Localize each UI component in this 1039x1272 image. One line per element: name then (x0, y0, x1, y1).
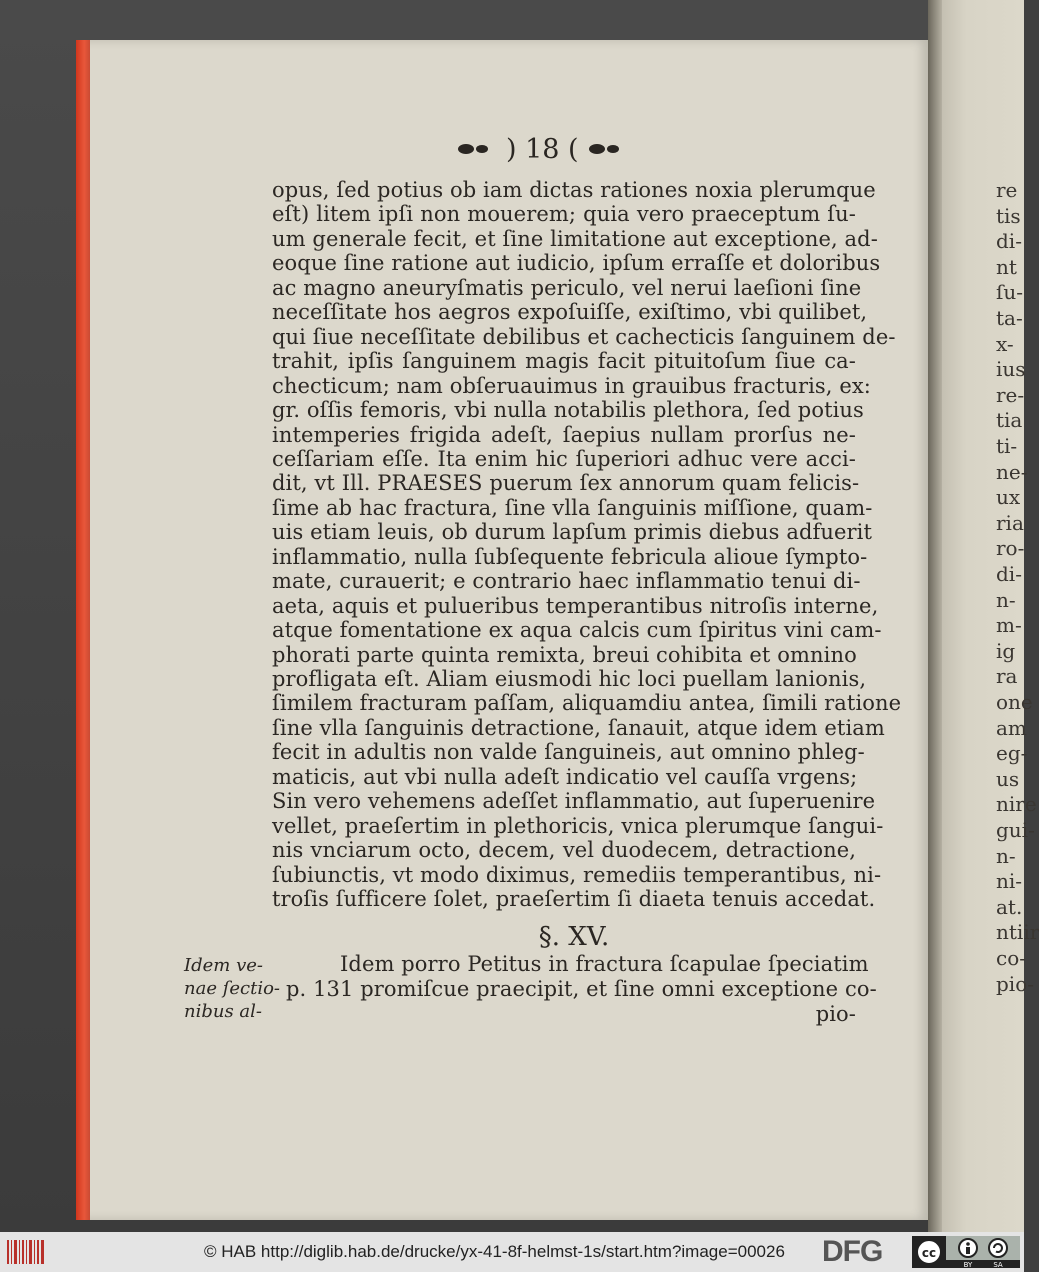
facing-page-fragment: tia (996, 408, 1023, 433)
text-line: neceſſitate hos aegros expoſuiſſe, exiſtimo, vbi quilibet, (272, 300, 868, 325)
facing-page-fragment: ta- (996, 306, 1023, 330)
text-line: ſimilem fracturam paſſam, aliquamdiu antea, ſimili ratione (272, 691, 902, 716)
facing-page-fragment: gui- (996, 818, 1035, 842)
text-line: atque fomentatione ex aqua calcis cum ſpiritus vini cam- (272, 618, 882, 643)
facing-page-fragment: n- (996, 843, 1016, 868)
text-line: gr. oſſis femoris, vbi nulla notabilis plethora, ſed potius (272, 398, 864, 423)
text-line: opus, ſed potius ob iam dictas rationes noxia plerumque (272, 178, 876, 202)
text-line: mate, curauerit; e contrario haec inflammatio tenui di- (272, 569, 861, 594)
barcode-icon (6, 1238, 46, 1266)
facing-page-fragment: us (996, 766, 1020, 791)
facing-page-fragment: x- (996, 331, 1014, 356)
facing-page-fragment: ſu- (996, 280, 1024, 305)
ornament-right-icon (589, 142, 627, 156)
cc-label: cc (921, 1246, 937, 1260)
facing-page-fragment: ux (996, 485, 1021, 510)
text-line: qui ſiue neceſſitate debilibus et cachecticis ſanguinem de- (272, 324, 896, 349)
text-line: trahit, ipſis ſanguinem magis facit pituitoſum ſiue ca- (272, 349, 856, 374)
facing-page-fragment: tis (996, 203, 1021, 228)
facing-page-fragment: ni- (996, 869, 1023, 894)
facing-page-fragment: one (996, 690, 1033, 714)
facing-page-fragment: ius (996, 357, 1026, 382)
facing-page-fragment: m- (996, 613, 1022, 638)
margin-note-line: nae ſectio- (184, 978, 281, 999)
facing-page-fragment: ntiir (996, 920, 1039, 945)
facing-page-fragment: ro- (996, 536, 1025, 561)
ornament-left-icon (458, 142, 496, 156)
sa-label: SA (993, 1261, 1003, 1269)
facing-page-fragment: di- (996, 229, 1022, 254)
copyright-link[interactable]: © HAB http://diglib.hab.de/drucke/yx-41-8f-helmst-1s/start.htm?image=00026 (204, 1242, 785, 1261)
facing-page-fragment: nt (996, 254, 1017, 279)
margin-note-line: nibus al- (184, 1001, 262, 1022)
text-line: uis etiam leuis, ob durum lapſum primis diebus adfuerit (272, 520, 873, 545)
text-line: Sin vero vehemens adeſſet inflammatio, aut ſuperuenire (272, 789, 876, 814)
footer-bar (0, 1232, 1024, 1272)
cc-by-sa-license-icon[interactable] (912, 1236, 1020, 1268)
facing-page-fragment: ria (996, 510, 1024, 535)
text-line: maticis, aut vbi nulla adeſt indicatio vel cauſſa vrgens; (272, 764, 858, 789)
text-line: ac magno aneuryſmatis periculo, vel nerui laeſioni ſine (272, 275, 862, 300)
text-line: ſubiunctis, vt modo diximus, remediis temperantibus, ni- (272, 862, 882, 887)
facing-page-fragment: eg- (996, 741, 1028, 766)
text-line: eoque ſine ratione aut iudicio, ipſum erraſſe et doloribus (272, 251, 881, 276)
page-number: ) 18 ( (506, 133, 579, 165)
text-line: pio- (815, 1002, 856, 1026)
text-line: aeta, aquis et pulueribus temperantibus nitroſis interne, (272, 593, 879, 618)
facing-page-fragment: at. (996, 894, 1023, 919)
red-page-edge (76, 40, 90, 1220)
text-line: ceſſariam eſſe. Ita enim hic ſuperiori adhuc vere acci- (272, 446, 856, 471)
by-label: BY (963, 1261, 973, 1269)
facing-page-fragment: ig (996, 638, 1016, 663)
text-line: um generale fecit, et ſine limitatione aut exceptione, ad- (272, 226, 878, 251)
text-line: fecit in adultis non valde ſanguineis, aut omnino phleg- (272, 740, 865, 765)
margin-note-line: Idem ve- (184, 955, 263, 976)
facing-page-fragment: n- (996, 587, 1016, 612)
text-line: dit, vt Ill. PRAESES puerum ſex annorum quam felicis- (272, 471, 860, 496)
text-line: profligata eſt. Aliam eiusmodi hic loci puellam lanionis, (272, 667, 867, 691)
text-line: inflammatio, nulla ſubſequente febricula alioue ſympto- (272, 544, 868, 569)
text-line: eſt) litem ipſi non mouerem; quia vero praeceptum ſu- (272, 202, 856, 227)
text-line: intemperies frigida adeſt, ſaepius nullam prorſus ne- (272, 422, 856, 447)
facing-page-fragment: di- (996, 562, 1022, 586)
facing-page-fragment: ra (996, 664, 1018, 689)
text-line: Idem porro Petitus in fractura ſcapulae ſpeciatim (340, 952, 869, 976)
dfg-logo: DFG (822, 1235, 883, 1268)
text-line: nis vnciarum octo, decem, vel duodecem, detractione, (272, 838, 856, 863)
text-line: vellet, praeſertim in plethoricis, vnica plerumque ſangui- (272, 813, 884, 838)
text-line: phorati parte quinta remixta, breui cohibita et omnino (272, 642, 857, 667)
text-line: p. 131 promiſcue praecipit, et ſine omni exceptione co- (286, 977, 877, 1001)
facing-page-fragment: re (996, 178, 1018, 202)
facing-page-fragment: nire (996, 792, 1037, 817)
page-header (458, 133, 658, 165)
facing-page-fragment: ti- (996, 434, 1018, 458)
text-line: troſis ſufficere ſolet, praeſertim ſi diaeta tenuis accedat. (272, 887, 876, 912)
text-line: ſime ab hac fractura, ſine vlla ſanguinis miſſione, quam- (272, 495, 873, 520)
facing-page-fragment: re- (996, 382, 1025, 407)
facing-page-fragment: co- (996, 946, 1026, 970)
section-heading: §. XV. (538, 922, 610, 952)
facing-page-fragment: pio- (996, 971, 1034, 996)
text-line: ſine vlla ſanguinis detractione, ſanauit, atque idem etiam (272, 715, 885, 740)
facing-page-fragment: ne- (996, 459, 1028, 484)
book-gutter (928, 0, 942, 1232)
facing-page-fragment: am (996, 715, 1027, 740)
text-line: checticum; nam obſeruauimus in grauibus fracturis, ex: (272, 373, 871, 398)
